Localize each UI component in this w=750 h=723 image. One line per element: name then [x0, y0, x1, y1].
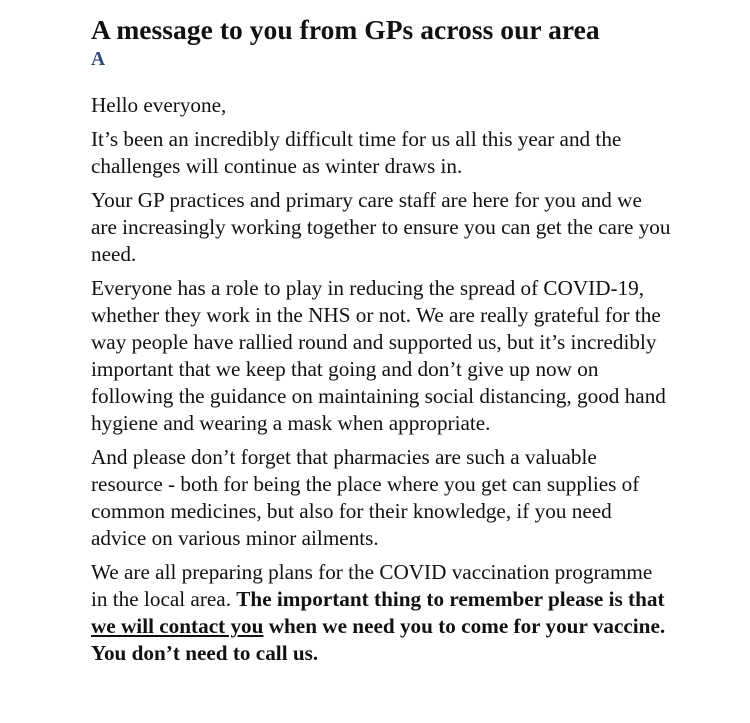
greeting: Hello everyone, — [91, 93, 227, 117]
we-will-contact-you: we will contact you — [91, 614, 264, 638]
paragraph-vaccination — [91, 559, 671, 667]
vaccination-important-lead: The important thing to remember please is that — [236, 587, 665, 611]
author-initial: A — [91, 49, 106, 70]
paragraph-covid-role: Everyone has a role to play in reducing the spread of COVID-19, whether they work in the NHS or not. We are really grateful for the way people have rallied round and supported us, but it’s incredibly important that we keep that going and don’t give up now on following the guidance on maintaining social distancing, good hand hygiene and wearing a mask when appropriate. — [91, 276, 666, 435]
paragraph-difficult-time: It’s been an incredibly difficult time for us all this year and the challenges will continue as winter draws in. — [91, 127, 622, 178]
paragraph-gp-practices: Your GP practices and primary care staff are here for you and we are increasingly working together to ensure you can get the care you need. — [91, 188, 671, 266]
vaccination-intro: We are all preparing plans for the COVID vaccination programme in the local area. — [91, 560, 653, 611]
vaccination-important-tail: when we need you to come for your vaccine. You don’t need to call us. — [91, 614, 666, 665]
letter-body — [91, 92, 671, 667]
page-title: A message to you from GPs across our area — [91, 14, 600, 45]
paragraph-pharmacies: And please don’t forget that pharmacies are such a valuable resource - both for being the place where you get can supplies of common medicines, but also for their knowledge, if you need advice on various minor ailments. — [91, 445, 640, 550]
letter — [91, 10, 671, 674]
